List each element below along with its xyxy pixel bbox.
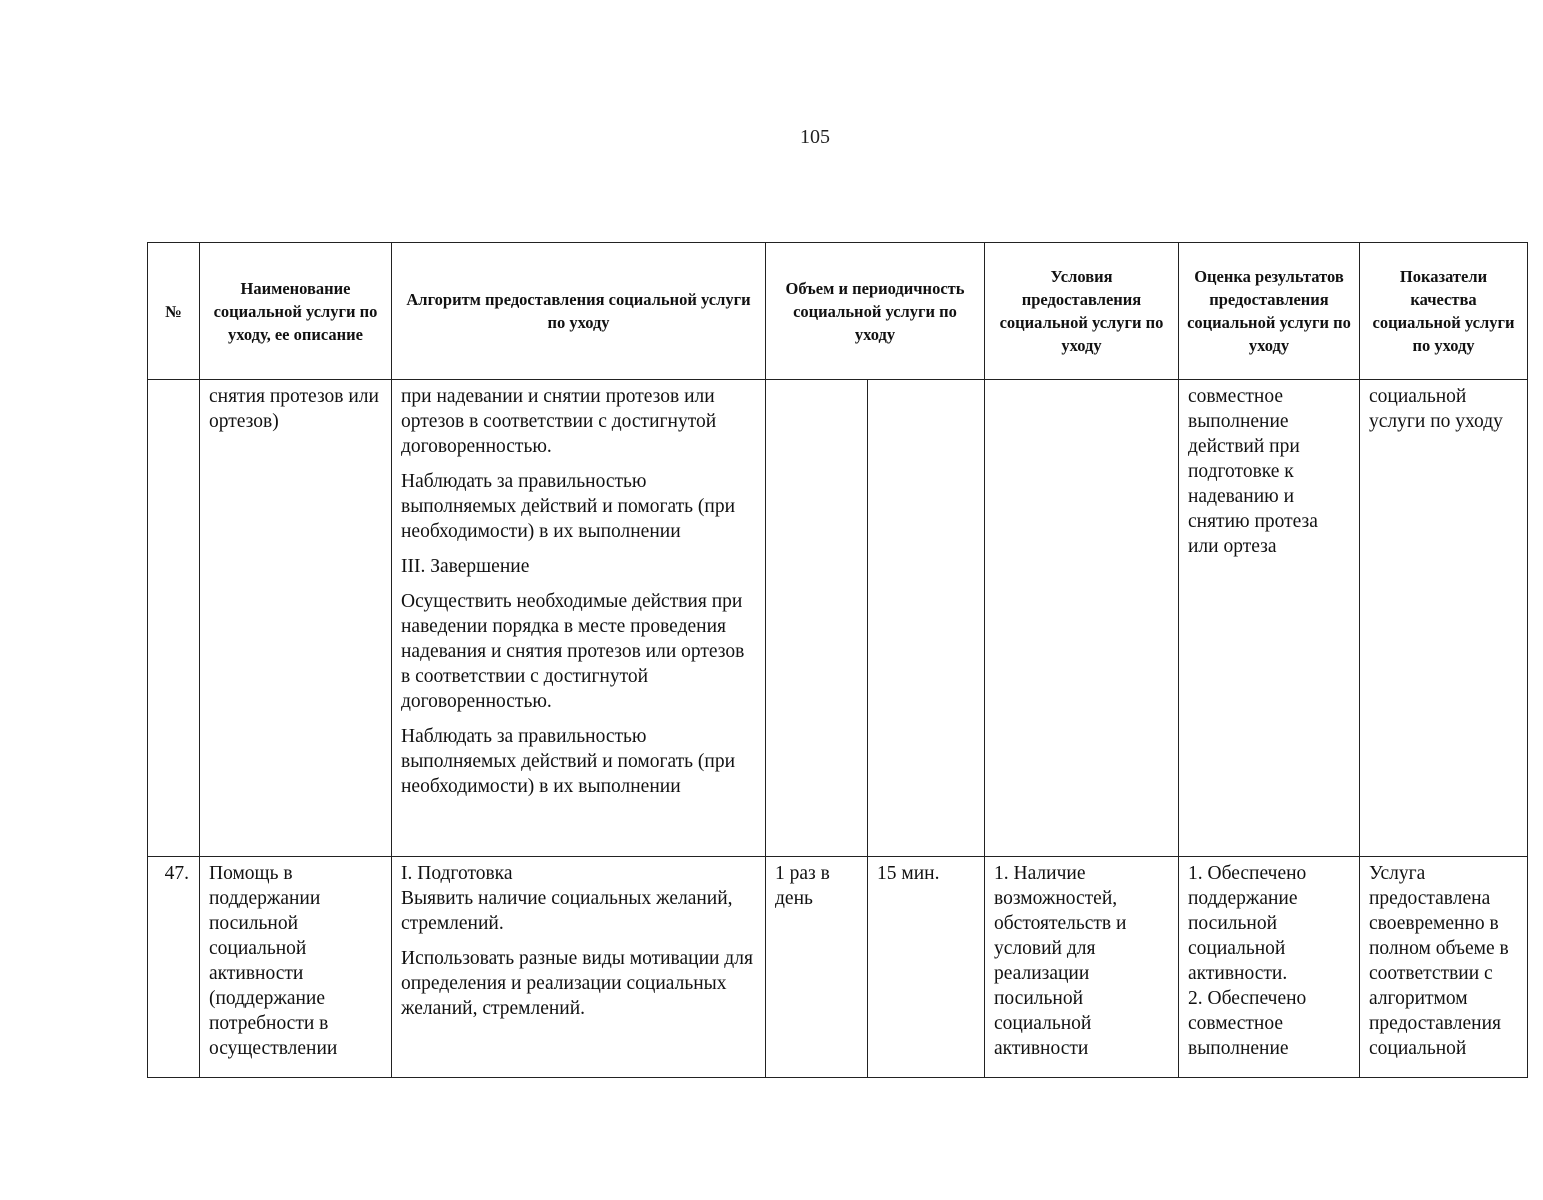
table-row: [148, 857, 1528, 1078]
cell-name: Помощь в поддержании посильной социальной активности (поддержание потребности в осуществлении: [200, 857, 392, 1078]
cell-num: [148, 380, 200, 857]
cell-conditions: [985, 380, 1179, 857]
cell-duration: [868, 380, 985, 857]
header-evaluation: Оценка результатов предоставления социальной услуги по уходу: [1179, 243, 1360, 380]
cell-duration: 15 мин.: [868, 857, 985, 1078]
header-indicators: Показатели качества социальной услуги по уходу: [1360, 243, 1528, 380]
cell-num: 47.: [148, 857, 200, 1078]
header-conditions: Условия предоставления социальной услуги по уходу: [985, 243, 1179, 380]
page-number: 105: [800, 126, 830, 148]
cell-algorithm: [392, 380, 766, 857]
header-num: №: [148, 243, 200, 380]
algorithm-paragraph: III. Завершение: [401, 556, 530, 577]
table-row: [148, 380, 1528, 857]
header-algorithm: Алгоритм предоставления социальной услуги по уходу: [392, 243, 766, 380]
header-volume: Объем и периодичность социальной услуги по уходу: [766, 243, 985, 380]
cell-periodicity: [766, 380, 868, 857]
cell-periodicity: 1 раз в день: [766, 857, 868, 1078]
table-header-row: [148, 243, 1528, 380]
algorithm-paragraph: Осуществить необходимые действия при наведении порядка в месте проведения надевания и снятия протезов или ортезов в соответствии с достигнутой договоренностью.: [401, 591, 745, 712]
cell-conditions: 1. Наличие возможностей, обстоятельств и условий для реализации посильной социальной активности: [985, 857, 1179, 1078]
cell-algorithm: [392, 857, 766, 1078]
cell-evaluation: совместное выполнение действий при подготовке к надеванию и снятию протеза или ортеза: [1179, 380, 1360, 857]
header-name: Наименование социальной услуги по уходу, ее описание: [200, 243, 392, 380]
cell-indicators: Услуга предоставлена своевременно в полном объеме в соответствии с алгоритмом предоставления социальной: [1360, 857, 1528, 1078]
services-table: [147, 242, 1528, 1078]
cell-indicators: социальной услуги по уходу: [1360, 380, 1528, 857]
algorithm-paragraph: Использовать разные виды мотивации для определения и реализации социальных желаний, стремлений.: [401, 948, 753, 1019]
cell-evaluation: 1. Обеспечено поддержание посильной социальной активности. 2. Обеспечено совместное выполнение: [1179, 857, 1360, 1078]
algorithm-paragraph: I. Подготовка Выявить наличие социальных желаний, стремлений.: [401, 863, 733, 934]
algorithm-paragraph: Наблюдать за правильностью выполняемых действий и помогать (при необходимости) в их выполнении: [401, 471, 736, 542]
algorithm-paragraph: Наблюдать за правильностью выполняемых действий и помогать (при необходимости) в их выполнении: [401, 726, 736, 797]
cell-name: снятия протезов или ортезов): [200, 380, 392, 857]
algorithm-paragraph: при надевании и снятии протезов или ортезов в соответствии с достигнутой договоренностью.: [401, 386, 717, 457]
